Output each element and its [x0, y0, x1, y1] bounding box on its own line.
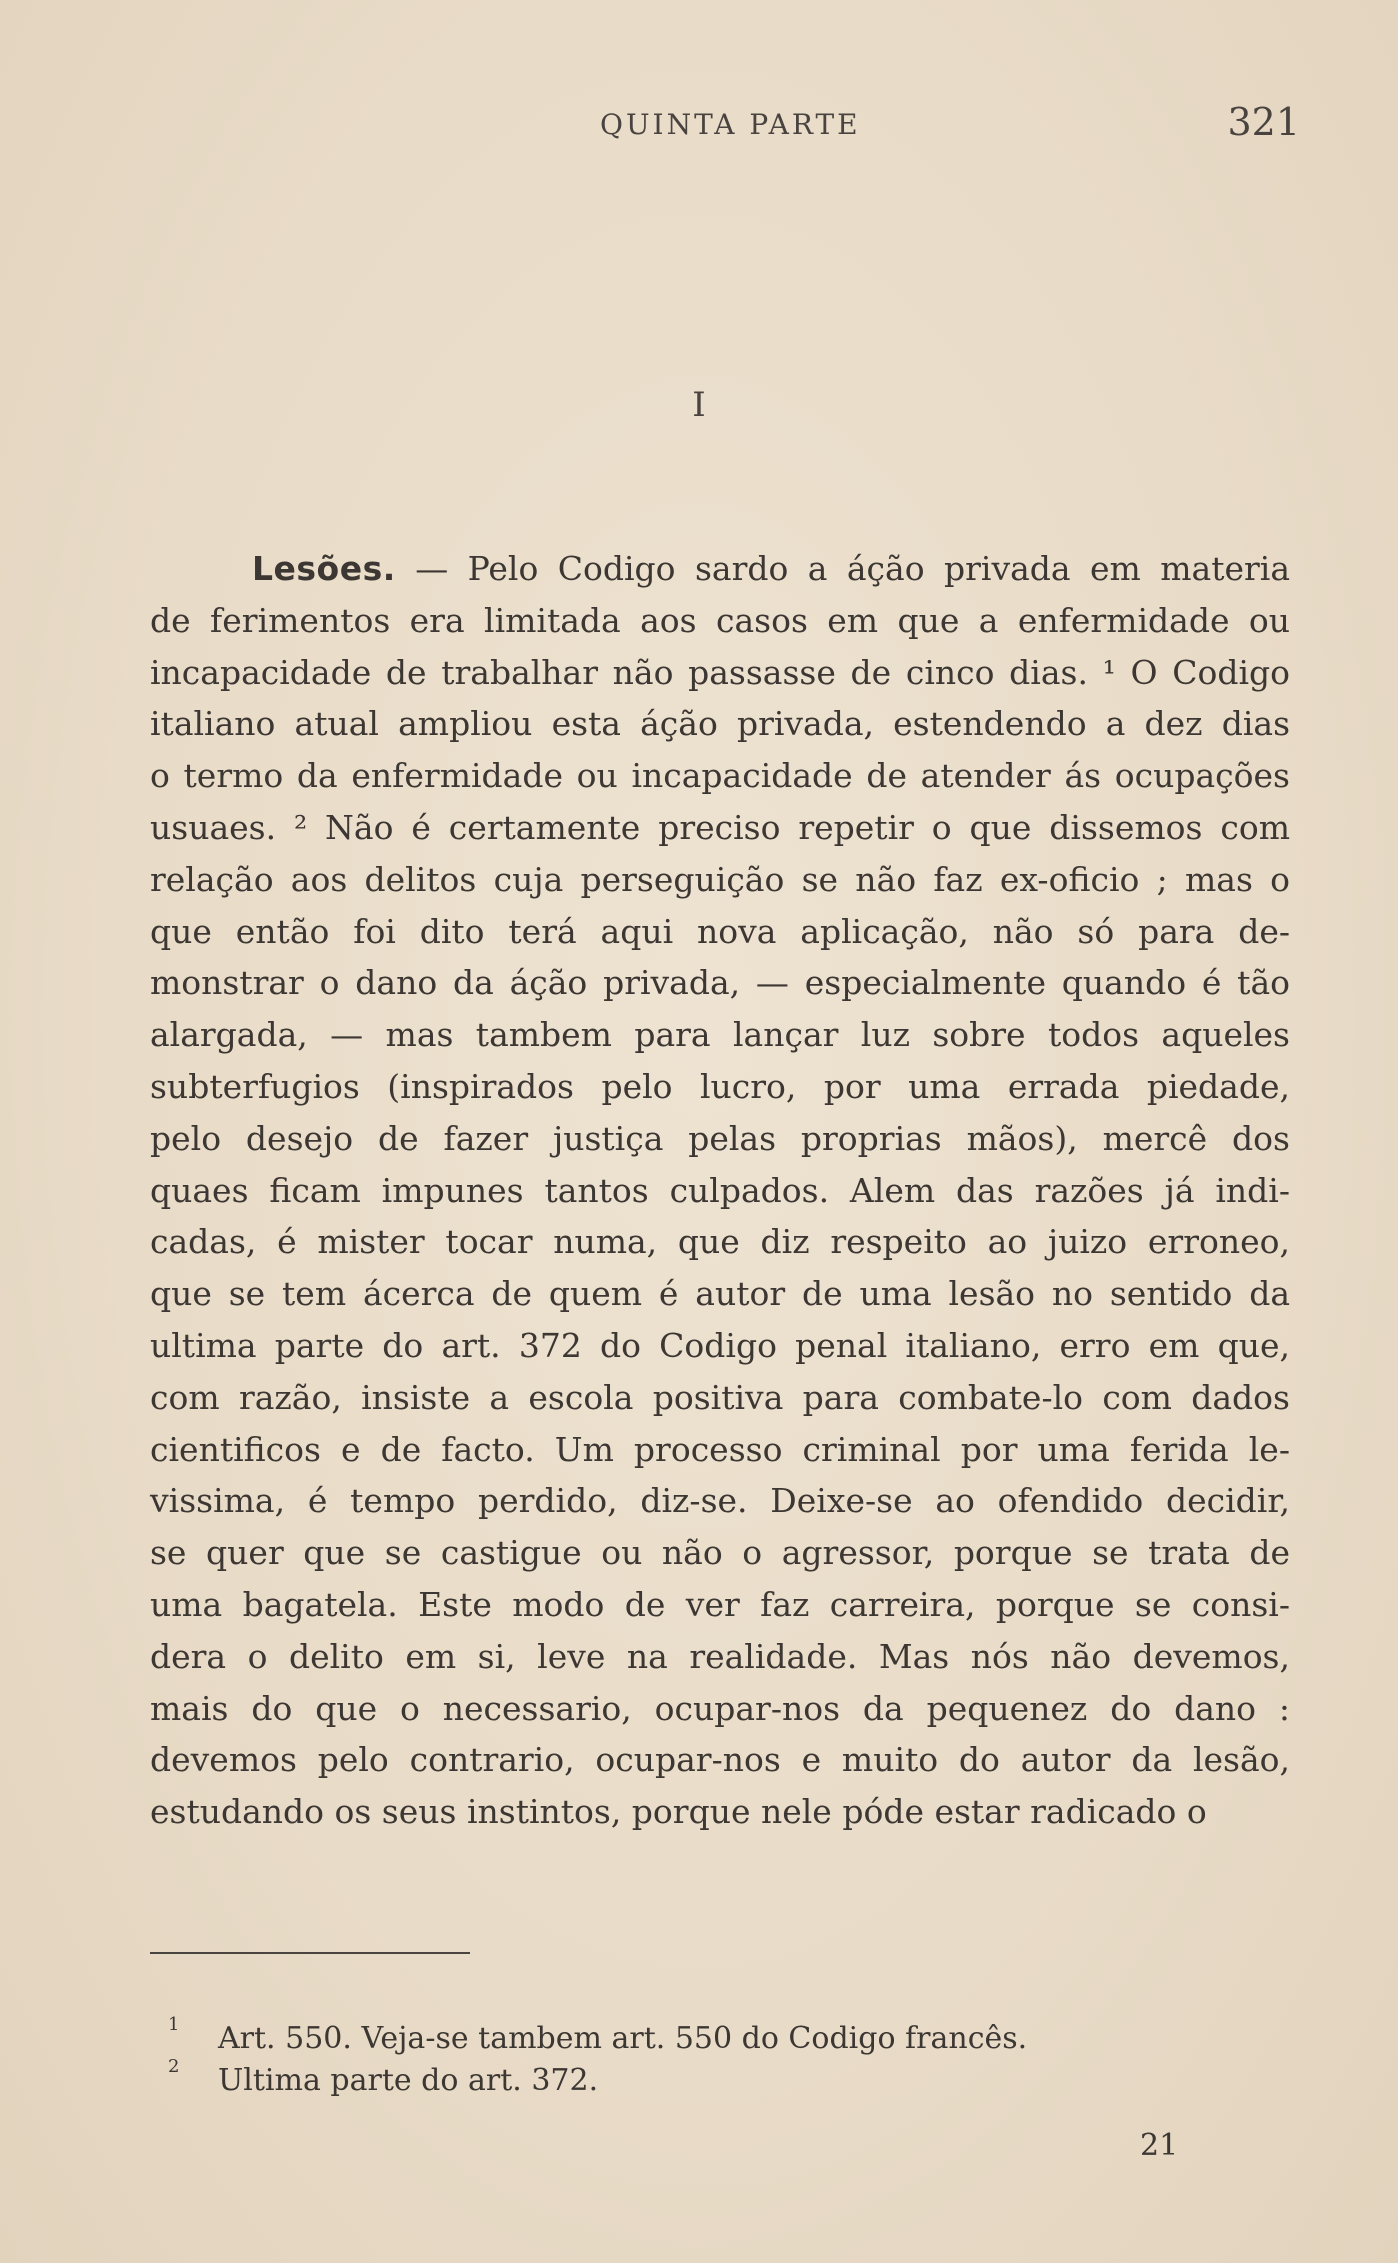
- section-numeral: I: [692, 385, 706, 425]
- footnote-1: [168, 2014, 1218, 2060]
- text-line: cientificos e de facto. Um processo criminal por uma ferida le-: [150, 1429, 1290, 1469]
- lead-term: Lesões.: [252, 549, 396, 588]
- running-title: QUINTA PARTE: [600, 108, 861, 141]
- text-line: monstrar o dano da áção privada, — especialmente quando é tão: [150, 963, 1290, 1003]
- text-line: subterfugios (inspirados pelo lucro, por uma errada piedade,: [150, 1066, 1290, 1106]
- text-line: italiano atual ampliou esta áção privada, estendendo a dez dias: [150, 704, 1290, 744]
- body-paragraph: [150, 543, 1290, 1838]
- text-line: relação aos delitos cuja perseguição se não faz ex-oficio ; mas o: [150, 859, 1290, 899]
- text-line: cadas, é mister tocar numa, que diz respeito ao juizo erroneo,: [150, 1222, 1290, 1262]
- footnote-text: Art. 550. Veja-se tambem art. 550 do Codigo francês.: [218, 2021, 1028, 2056]
- footnote-marker: 2: [168, 2056, 180, 2077]
- page-number: 321: [1227, 100, 1300, 144]
- page-header: [150, 100, 1300, 160]
- text-line: se quer que se castigue ou não o agressor, porque se trata de: [150, 1533, 1290, 1573]
- footnote-marker: 1: [168, 2014, 180, 2035]
- text-line: ultima parte do art. 372 do Codigo penal italiano, erro em que,: [150, 1325, 1290, 1365]
- footnote-2: [168, 2056, 1218, 2102]
- text-line: estudando os seus instintos, porque nele póde estar radicado o: [150, 1792, 1207, 1832]
- text-line: de ferimentos era limitada aos casos em que a enfermidade ou: [150, 600, 1290, 640]
- footnote-text: Ultima parte do art. 372.: [218, 2063, 599, 2098]
- footnote-rule: [150, 1952, 470, 1954]
- text-line: que então foi dito terá aqui nova aplicação, não só para de-: [150, 911, 1290, 951]
- text-line: quaes ficam impunes tantos culpados. Alem das razões já indi-: [150, 1170, 1290, 1210]
- text-line: alargada, — mas tambem para lançar luz sobre todos aqueles: [150, 1015, 1290, 1055]
- signature-mark: 21: [1140, 2128, 1179, 2163]
- text-line: com razão, insiste a escola positiva para combate-lo com dados: [150, 1377, 1290, 1417]
- text-line: vissima, é tempo perdido, diz-se. Deixe-se ao ofendido decidir,: [150, 1481, 1290, 1521]
- text-line: pelo desejo de fazer justiça pelas proprias mãos), mercê dos: [150, 1118, 1290, 1158]
- footnotes: [168, 2014, 1218, 2102]
- text-line: Lesões. — Pelo Codigo sardo a áção privada em materia: [252, 549, 1290, 588]
- text-line: o termo da enfermidade ou incapacidade de atender ás ocupações: [150, 756, 1290, 796]
- text-line: devemos pelo contrario, ocupar-nos e muito do autor da lesão,: [150, 1740, 1290, 1780]
- text-line: mais do que o necessario, ocupar-nos da pequenez do dano :: [150, 1688, 1290, 1728]
- text-line: incapacidade de trabalhar não passasse de cinco dias. ¹ O Codigo: [150, 652, 1290, 692]
- text-line: dera o delito em si, leve na realidade. Mas nós não devemos,: [150, 1636, 1290, 1676]
- text-line: uma bagatela. Este modo de ver faz carreira, porque se consi-: [150, 1584, 1290, 1624]
- text-line: que se tem ácerca de quem é autor de uma lesão no sentido da: [150, 1274, 1290, 1314]
- text-line: usuaes. ² Não é certamente preciso repetir o que dissemos com: [150, 807, 1290, 847]
